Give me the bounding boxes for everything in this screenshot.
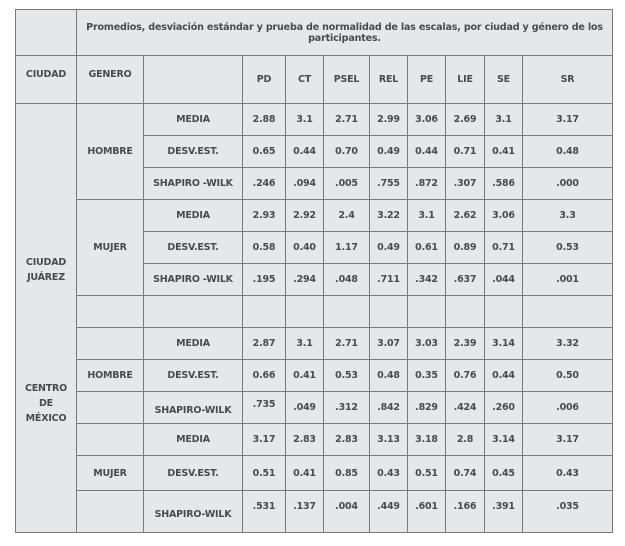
statistics-table (15, 9, 613, 533)
value-cell: 3.1 (286, 328, 324, 360)
table-row (16, 392, 613, 424)
value-cell: 0.51 (243, 456, 286, 491)
empty-cell (523, 296, 613, 328)
header-stat (144, 56, 243, 104)
value-cell: 0.41 (485, 136, 523, 168)
value-cell: .137 (286, 491, 324, 533)
value-cell: 0.44 (408, 136, 446, 168)
empty-gender-cell (77, 328, 144, 360)
value-cell: 1.17 (324, 232, 370, 264)
corner-cell (16, 10, 77, 56)
empty-cell (408, 296, 446, 328)
stat-label: MEDIA (144, 200, 243, 232)
header-pe: PE (408, 56, 446, 104)
value-cell: 3.13 (370, 424, 408, 456)
stat-label: DESV.EST. (144, 136, 243, 168)
value-cell: 0.65 (243, 136, 286, 168)
value-cell: 3.3 (523, 200, 613, 232)
value-cell: 2.71 (324, 104, 370, 136)
value-cell: .711 (370, 264, 408, 296)
header-psel: PSEL (324, 56, 370, 104)
city-centro-line3: MÉXICO (25, 413, 67, 424)
empty-cell (370, 296, 408, 328)
value-cell: 2.39 (446, 328, 485, 360)
empty-cell (286, 296, 324, 328)
value-cell: .601 (408, 491, 446, 533)
value-cell: .637 (446, 264, 485, 296)
header-ciudad: CIUDAD (16, 56, 77, 104)
value-cell: .307 (446, 168, 485, 200)
empty-gender-cell (77, 392, 144, 424)
value-cell: 0.44 (286, 136, 324, 168)
value-cell: 2.83 (286, 424, 324, 456)
table-row (16, 200, 613, 232)
value-cell: .195 (243, 264, 286, 296)
value-cell: 0.43 (370, 456, 408, 491)
empty-gender-cell (77, 491, 144, 533)
value-cell: 2.83 (324, 424, 370, 456)
city-cell (16, 104, 77, 533)
city-juarez-line1: CIUDAD (25, 257, 67, 268)
table-row (16, 104, 613, 136)
table-row (16, 424, 613, 456)
value-cell: .755 (370, 168, 408, 200)
value-cell: 3.06 (485, 200, 523, 232)
value-cell: 0.35 (408, 360, 446, 392)
value-cell: 0.44 (485, 360, 523, 392)
value-cell: 0.41 (286, 360, 324, 392)
value-cell: .044 (485, 264, 523, 296)
header-lie: LIE (446, 56, 485, 104)
stat-label: MEDIA (144, 424, 243, 456)
header-rel: REL (370, 56, 408, 104)
header-pd: PD (243, 56, 286, 104)
stat-label: DESV.EST. (144, 360, 243, 392)
value-cell: .006 (523, 392, 613, 424)
value-cell: 2.69 (446, 104, 485, 136)
city-centro-line1: CENTRO (24, 383, 68, 394)
city-juarez-line2: JUÁREZ (27, 272, 65, 283)
value-cell: 3.03 (408, 328, 446, 360)
empty-cell (324, 296, 370, 328)
value-cell: 0.45 (485, 456, 523, 491)
stat-label: MEDIA (144, 328, 243, 360)
value-cell: .872 (408, 168, 446, 200)
value-cell: 3.17 (243, 424, 286, 456)
empty-cell (243, 296, 286, 328)
value-cell: 0.89 (446, 232, 485, 264)
stat-label: DESV.EST. (144, 232, 243, 264)
value-cell: 0.41 (286, 456, 324, 491)
header-se: SE (485, 56, 523, 104)
value-cell: .342 (408, 264, 446, 296)
value-cell: .049 (286, 392, 324, 424)
value-cell: .312 (324, 392, 370, 424)
value-cell: 3.1 (286, 104, 324, 136)
value-cell: 0.70 (324, 136, 370, 168)
value-cell: 0.49 (370, 136, 408, 168)
value-cell: 0.49 (370, 232, 408, 264)
table-row (16, 360, 613, 392)
value-cell: 3.06 (408, 104, 446, 136)
value-cell: .004 (324, 491, 370, 533)
header-genero: GENERO (77, 56, 144, 104)
value-cell: .260 (485, 392, 523, 424)
stat-label: SHAPIRO -WILK (144, 264, 243, 296)
value-cell: .391 (485, 491, 523, 533)
stat-label: SHAPIRO-WILK (144, 392, 243, 424)
value-cell: 0.61 (408, 232, 446, 264)
value-cell: .531 (243, 491, 286, 533)
value-cell: .829 (408, 392, 446, 424)
stat-label: SHAPIRO -WILK (144, 168, 243, 200)
header-row (16, 56, 613, 104)
value-cell: 0.40 (286, 232, 324, 264)
empty-cell (77, 296, 144, 328)
value-cell: 0.85 (324, 456, 370, 491)
value-cell: 0.71 (485, 232, 523, 264)
value-cell: 0.74 (446, 456, 485, 491)
value-cell: 3.1 (485, 104, 523, 136)
value-cell: .005 (324, 168, 370, 200)
gender-cell: HOMBRE (77, 360, 144, 392)
value-cell: 2.62 (446, 200, 485, 232)
value-cell: 3.1 (408, 200, 446, 232)
city-centro-line2: DE (39, 398, 53, 409)
header-ct: CT (286, 56, 324, 104)
empty-cell (144, 296, 243, 328)
table-row (16, 491, 613, 533)
value-cell: 0.58 (243, 232, 286, 264)
value-cell: 2.92 (286, 200, 324, 232)
value-cell: .424 (446, 392, 485, 424)
value-cell: 0.48 (523, 136, 613, 168)
stat-label: SHAPIRO-WILK (144, 491, 243, 533)
value-cell: 3.14 (485, 424, 523, 456)
value-cell: 2.93 (243, 200, 286, 232)
value-cell: 0.53 (324, 360, 370, 392)
value-cell: .001 (523, 264, 613, 296)
value-cell: .449 (370, 491, 408, 533)
value-cell: .035 (523, 491, 613, 533)
value-cell: 2.4 (324, 200, 370, 232)
table-row (16, 328, 613, 360)
gender-cell: MUJER (77, 200, 144, 296)
value-cell: 0.51 (408, 456, 446, 491)
value-cell: .294 (286, 264, 324, 296)
value-cell: 2.8 (446, 424, 485, 456)
header-sr: SR (523, 56, 613, 104)
value-cell: 0.48 (370, 360, 408, 392)
value-cell: 0.71 (446, 136, 485, 168)
value-cell: 3.07 (370, 328, 408, 360)
value-cell: 3.17 (523, 104, 613, 136)
value-cell: 0.66 (243, 360, 286, 392)
gender-cell: MUJER (77, 456, 144, 491)
value-cell: 0.76 (446, 360, 485, 392)
value-cell: 3.22 (370, 200, 408, 232)
separator-row (16, 296, 613, 328)
stat-label: DESV.EST. (144, 456, 243, 491)
value-cell: .735 (243, 392, 286, 424)
value-cell: 2.87 (243, 328, 286, 360)
value-cell: 0.50 (523, 360, 613, 392)
empty-cell (446, 296, 485, 328)
value-cell: .166 (446, 491, 485, 533)
value-cell: .094 (286, 168, 324, 200)
value-cell: 0.53 (523, 232, 613, 264)
table-title: Promedios, desviación estándar y prueba de normalidad de las escalas, por ciudad y género de los participantes. (77, 10, 613, 56)
value-cell: .048 (324, 264, 370, 296)
value-cell: 3.18 (408, 424, 446, 456)
value-cell: .586 (485, 168, 523, 200)
value-cell: 3.14 (485, 328, 523, 360)
value-cell: 3.32 (523, 328, 613, 360)
empty-gender-cell (77, 424, 144, 456)
value-cell: .246 (243, 168, 286, 200)
value-cell: 2.71 (324, 328, 370, 360)
title-row (16, 10, 613, 56)
value-cell: 2.88 (243, 104, 286, 136)
empty-cell (485, 296, 523, 328)
value-cell: .000 (523, 168, 613, 200)
value-cell: 0.43 (523, 456, 613, 491)
value-cell: 2.99 (370, 104, 408, 136)
table-row (16, 456, 613, 491)
value-cell: 3.17 (523, 424, 613, 456)
value-cell: .842 (370, 392, 408, 424)
stat-label: MEDIA (144, 104, 243, 136)
gender-cell: HOMBRE (77, 104, 144, 200)
